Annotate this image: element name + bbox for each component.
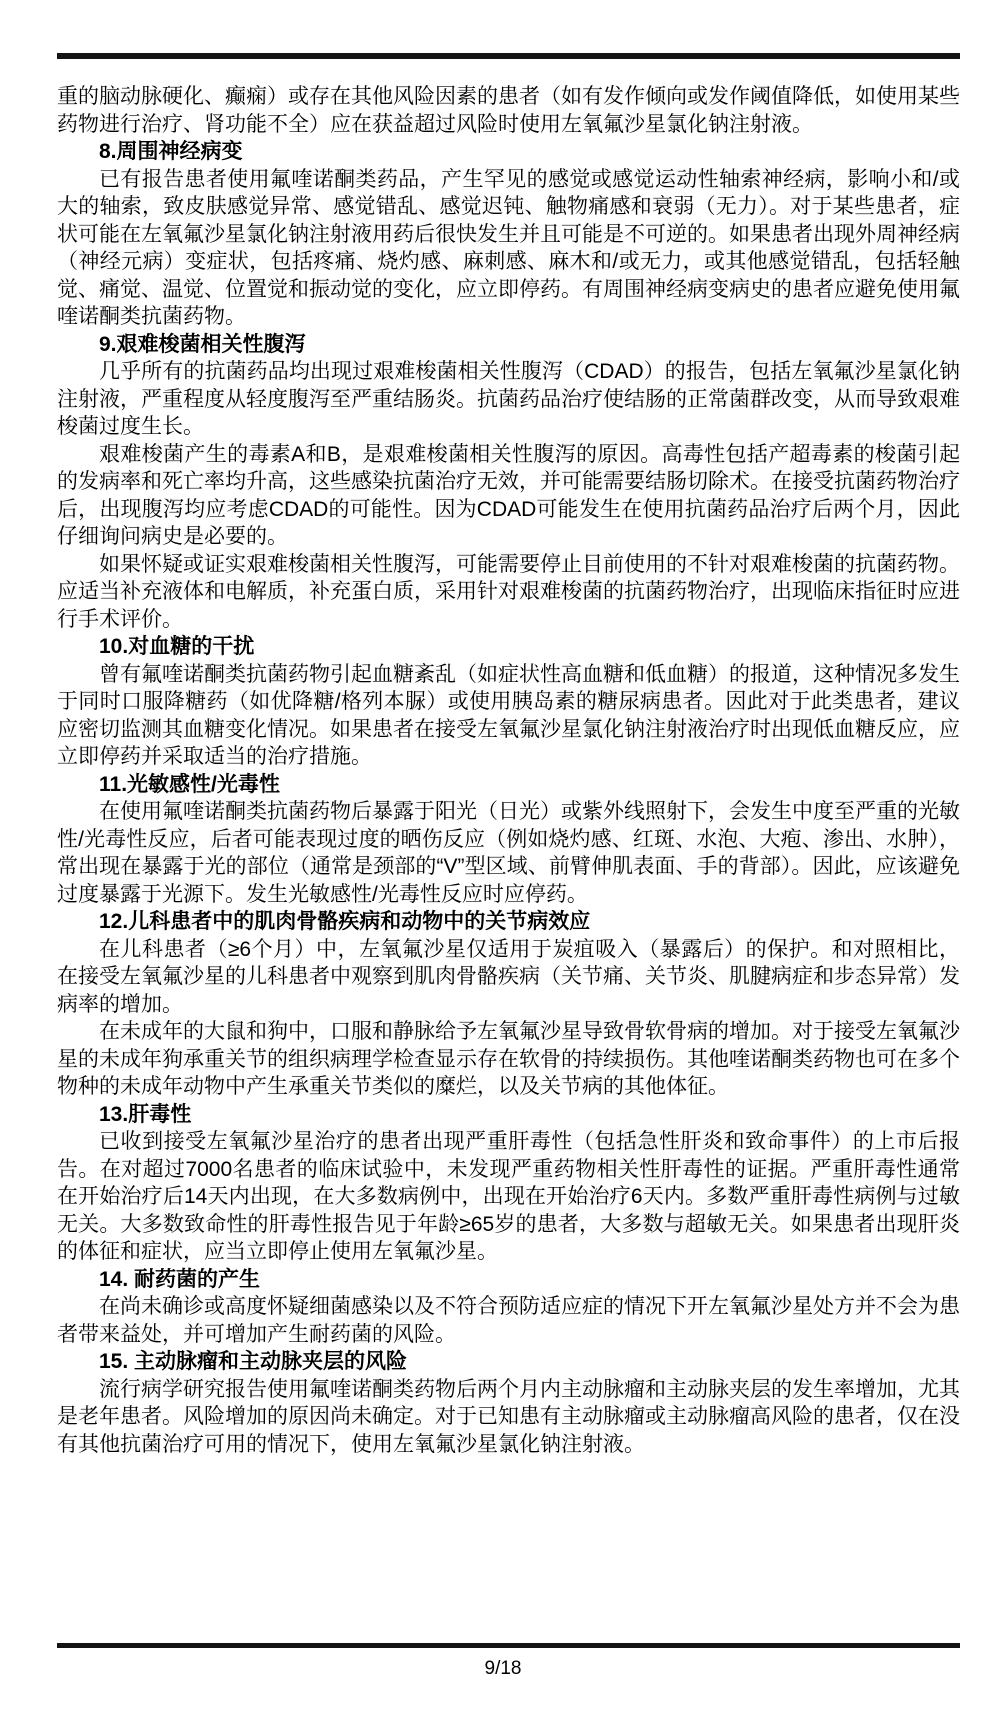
section-heading: 8.周围神经病变: [99, 140, 243, 163]
paragraph: 如果怀疑或证实艰难梭菌相关性腹泻，可能需要停止目前使用的不针对艰难梭菌的抗菌药物。应适当补充液体和电解质，补充蛋白质，采用针对艰难梭菌的抗菌药物治疗，出现临床指征时应进行手术评价。: [57, 552, 960, 631]
header-rule: [57, 53, 960, 59]
paragraph: 在儿科患者（≥6个月）中，左氧氟沙星仅适用于炭疽吸入（暴露后）的保护。和对照相比，在接受左氧氟沙星的儿科患者中观察到肌肉骨骼疾病（关节痛、关节炎、肌腱病症和步态异常）发病率的增加。: [57, 937, 960, 1016]
paragraph: 已收到接受左氧氟沙星治疗的患者出现严重肝毒性（包括急性肝炎和致命事件）的上市后报告。在对超过7000名患者的临床试验中，未发现严重药物相关性肝毒性的证据。严重肝毒性通常在开始治疗后14天内出现，在大多数病例中，出现在开始治疗6天内。多数严重肝毒性病例与过敏无关。大多数致命性的肝毒性报告见于年龄≥65岁的患者，大多数与超敏无关。如果患者出现肝炎的体征和症状，应当立即停止使用左氧氟沙星。: [57, 1130, 960, 1263]
paragraph: 艰难梭菌产生的毒素A和B，是艰难梭菌相关性腹泻的原因。高毒性包括产超毒素的梭菌引起的发病率和死亡率均升高，这些感染抗菌治疗无效，并可能需要结肠切除术。在接受抗菌药物治疗后，出现腹泻均应考虑CDAD的可能性。因为CDAD可能发生在使用抗菌药品治疗后两个月，因此仔细询问病史是必要的。: [57, 442, 960, 548]
paragraph-continuation: 重的脑动脉硬化、癫痫）或存在其他风险因素的患者（如有发作倾向或发作阈值降低，如使用某些药物进行治疗、肾功能不全）应在获益超过风险时使用左氧氟沙星氯化钠注射液。: [57, 85, 960, 136]
section-heading: 15. 主动脉瘤和主动脉夹层的风险: [99, 1350, 408, 1373]
page-number: 9/18: [484, 1658, 522, 1679]
paragraph: 在使用氟喹诺酮类抗菌药物后暴露于阳光（日光）或紫外线照射下，会发生中度至严重的光敏性/光毒性反应，后者可能表现过度的晒伤反应（例如烧灼感、红斑、水泡、大疱、渗出、水肿），常出现在暴露于光的部位（通常是颈部的“V”型区域、前臂伸肌表面、手的背部）。因此，应该避免过度暴露于光源下。发生光敏感性/光毒性反应时应停药。: [57, 800, 960, 906]
section-heading: 13.肝毒性: [99, 1102, 192, 1126]
section-heading: 12.儿科患者中的肌肉骨骼疾病和动物中的关节病效应: [99, 910, 591, 933]
document-body: [57, 83, 960, 1458]
section-heading: 10.对血糖的干扰: [99, 635, 255, 658]
paragraph: 在未成年的大鼠和狗中，口服和静脉给予左氧氟沙星导致骨软骨病的增加。对于接受左氧氟沙星的未成年狗承重关节的组织病理学检查显示存在软骨的持续损伤。其他喹诺酮类药物也可在多个物种的未成年动物中产生承重关节类似的糜烂，以及关节病的其他体征。: [57, 1020, 960, 1098]
footer-rule: [57, 1643, 960, 1648]
section-heading: 9.艰难梭菌相关性腹泻: [99, 332, 306, 356]
paragraph: 已有报告患者使用氟喹诺酮类药品，产生罕见的感觉或感觉运动性轴索神经病，影响小和/或大的轴索，致皮肤感觉异常、感觉错乱、感觉迟钝、触物痛感和衰弱（无力）。对于某些患者，症状可能在左氧氟沙星氯化钠注射液用药后很快发生并且可能是不可逆的。如果患者出现外周神经病（神经元病）变症状，包括疼痛、烧灼感、麻刺感、麻木和/或无力，或其他感觉错乱，包括轻触觉、痛觉、温觉、位置觉和振动觉的变化，应立即停药。有周围神经病变病史的患者应避免使用氟喹诺酮类抗菌药物。: [57, 167, 960, 328]
section-heading: 11.光敏感性/光毒性: [99, 772, 280, 796]
section-heading: 14. 耐药菌的产生: [99, 1267, 261, 1291]
paragraph: 在尚未确诊或高度怀疑细菌感染以及不符合预防适应症的情况下开左氧氟沙星处方并不会为患者带来益处，并可增加产生耐药菌的风险。: [57, 1295, 960, 1346]
paragraph: 流行病学研究报告使用氟喹诺酮类药物后两个月内主动脉瘤和主动脉夹层的发生率增加，尤其是老年患者。风险增加的原因尚未确定。对于已知患有主动脉瘤或主动脉瘤高风险的患者，仅在没有其他抗菌治疗可用的情况下，使用左氧氟沙星氯化钠注射液。: [57, 1377, 960, 1456]
paragraph: 几乎所有的抗菌药品均出现过艰难梭菌相关性腹泻（CDAD）的报告，包括左氧氟沙星氯化钠注射液，严重程度从轻度腹泻至严重结肠炎。抗菌药品治疗使结肠的正常菌群改变，从而导致艰难梭菌过度生长。: [57, 360, 960, 438]
paragraph: 曾有氟喹诺酮类抗菌药物引起血糖紊乱（如症状性高血糖和低血糖）的报道，这种情况多发生于同时口服降糖药（如优降糖/格列本脲）或使用胰岛素的糖尿病患者。因此对于此类患者，建议应密切监测其血糖变化情况。如果患者在接受左氧氟沙星氯化钠注射液治疗时出现低血糖反应，应立即停药并采取适当的治疗措施。: [57, 662, 960, 768]
